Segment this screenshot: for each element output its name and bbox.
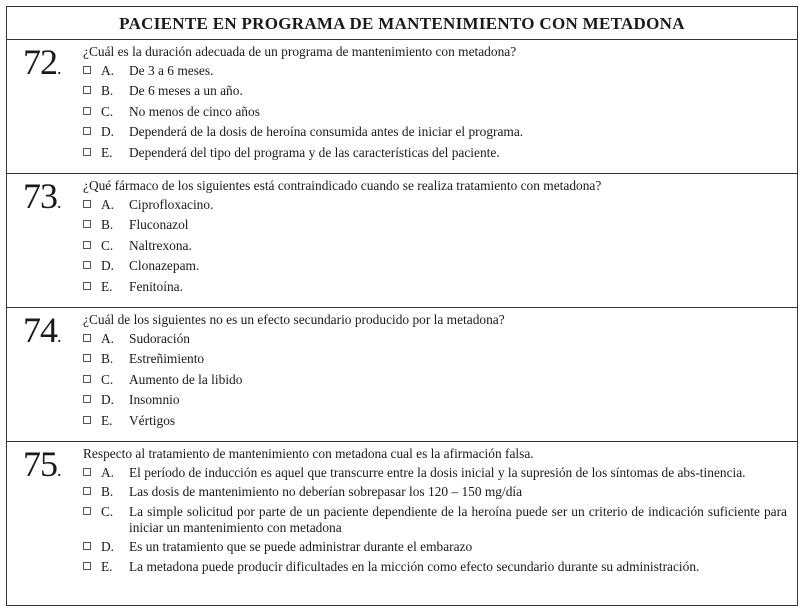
question-number: 73. (23, 176, 62, 216)
option-list (83, 197, 787, 299)
option-list (83, 63, 787, 165)
checkbox[interactable] (83, 468, 91, 476)
option-c[interactable]: C. No menos de cinco años (83, 104, 787, 120)
option-c[interactable]: C. Aumento de la libido (83, 372, 787, 388)
option-e[interactable]: E. Dependerá del tipo del programa y de las características del paciente. (83, 145, 787, 161)
checkbox[interactable] (83, 200, 91, 208)
option-d[interactable]: D. Es un tratamiento que se puede administrar durante el embarazo (83, 539, 787, 555)
question-number: 75. (23, 444, 62, 484)
question-number: 72. (23, 42, 62, 82)
checkbox[interactable] (83, 261, 91, 269)
option-b[interactable]: B. Estreñimiento (83, 351, 787, 367)
option-list (83, 465, 787, 578)
checkbox[interactable] (83, 220, 91, 228)
checkbox[interactable] (83, 487, 91, 495)
checkbox[interactable] (83, 148, 91, 156)
question-72 (7, 40, 797, 174)
option-e[interactable]: E. Vértigos (83, 413, 787, 429)
option-e[interactable]: E. La metadona puede producir dificultades en la micción como efecto secundario durante su administración. (83, 559, 787, 575)
section-title: PACIENTE EN PROGRAMA DE MANTENIMIENTO CON METADONA (7, 7, 797, 40)
exam-page (6, 6, 798, 606)
checkbox[interactable] (83, 127, 91, 135)
option-d[interactable]: D. Insomnio (83, 392, 787, 408)
question-stem: ¿Qué fármaco de los siguientes está contraindicado cuando se realiza tratamiento con metadona? (83, 178, 602, 193)
option-list (83, 331, 787, 433)
option-b[interactable]: B. Fluconazol (83, 217, 787, 233)
option-c[interactable]: C. Naltrexona. (83, 238, 787, 254)
checkbox[interactable] (83, 354, 91, 362)
checkbox[interactable] (83, 86, 91, 94)
checkbox[interactable] (83, 375, 91, 383)
checkbox[interactable] (83, 507, 91, 515)
checkbox[interactable] (83, 107, 91, 115)
option-d[interactable]: D. Dependerá de la dosis de heroína consumida antes de iniciar el programa. (83, 124, 787, 140)
checkbox[interactable] (83, 562, 91, 570)
question-73 (7, 174, 797, 308)
option-a[interactable]: A. Ciprofloxacino. (83, 197, 787, 213)
question-stem: ¿Cuál de los siguientes no es un efecto secundario producido por la metadona? (83, 312, 505, 327)
option-a[interactable]: A. El período de inducción es aquel que transcurre entre la dosis inicial y la supresión de los síntomas de abs-tinencia. (83, 465, 787, 481)
option-b[interactable]: B. Las dosis de mantenimiento no deberían sobrepasar los 120 – 150 mg/día (83, 484, 787, 500)
option-a[interactable]: A. De 3 a 6 meses. (83, 63, 787, 79)
checkbox[interactable] (83, 395, 91, 403)
question-number: 74. (23, 310, 62, 350)
checkbox[interactable] (83, 241, 91, 249)
question-74 (7, 308, 797, 442)
question-stem: ¿Cuál es la duración adecuada de un programa de mantenimiento con metadona? (83, 44, 517, 59)
checkbox[interactable] (83, 282, 91, 290)
question-75 (7, 442, 797, 605)
checkbox[interactable] (83, 416, 91, 424)
option-c[interactable]: C. La simple solicitud por parte de un paciente dependiente de la heroína puede ser un criterio de indicación suficiente para iniciar un mantenimiento con metadona (83, 504, 787, 536)
option-a[interactable]: A. Sudoración (83, 331, 787, 347)
checkbox[interactable] (83, 334, 91, 342)
checkbox[interactable] (83, 542, 91, 550)
option-d[interactable]: D. Clonazepam. (83, 258, 787, 274)
option-b[interactable]: B. De 6 meses a un año. (83, 83, 787, 99)
question-stem: Respecto al tratamiento de mantenimiento con metadona cual es la afirmación falsa. (83, 446, 534, 461)
option-e[interactable]: E. Fenitoína. (83, 279, 787, 295)
checkbox[interactable] (83, 66, 91, 74)
